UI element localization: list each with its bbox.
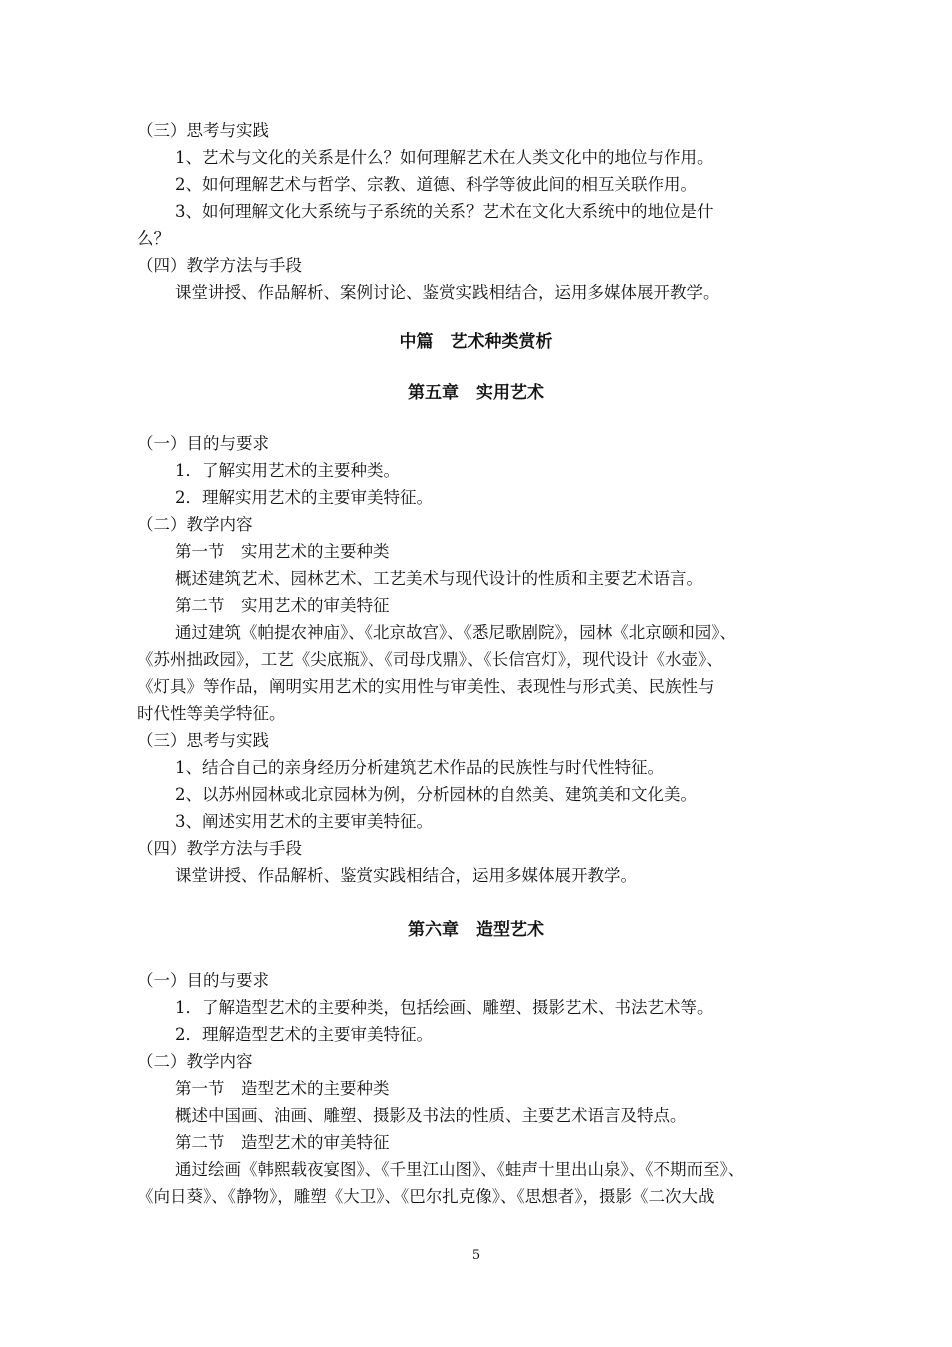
part-title: 中篇 艺术种类赏析 (399, 332, 553, 352)
paragraph: 概述中国画、油画、雕塑、摄影及书法的性质、主要艺术语言及特点。 (175, 1106, 687, 1125)
paragraph: 《灯具》等作品，阐明实用艺术的实用性与审美性、表现性与形式美、民族性与 (137, 677, 715, 696)
goal-item: 2．理解造型艺术的主要审美特征。 (175, 1025, 433, 1044)
question-item: 2、以苏州园林或北京园林为例，分析园林的自然美、建筑美和文化美。 (175, 785, 697, 804)
section-heading: （三）思考与实践 (137, 731, 269, 750)
paragraph: 《苏州拙政园》，工艺《尖底瓶》、《司母戊鼎》、《长信宫灯》，现代设计《水壶》、 (137, 650, 723, 669)
question-item: 3、如何理解文化大系统与子系统的关系？艺术在文化大系统中的地位是什 (175, 202, 714, 221)
section-heading: （一）目的与要求 (137, 434, 269, 453)
paragraph: 课堂讲授、作品解析、鉴赏实践相结合，运用多媒体展开教学。 (175, 866, 637, 885)
paragraph: 概述建筑艺术、园林艺术、工艺美术与现代设计的性质和主要艺术语言。 (175, 569, 703, 588)
subsection-title: 第二节 实用艺术的审美特征 (175, 596, 390, 615)
paragraph: 通过建筑《帕提农神庙》、《北京故宫》、《悉尼歌剧院》，园林《北京颐和园》、 (175, 623, 736, 642)
question-item: 1、结合自己的亲身经历分析建筑艺术作品的民族性与时代性特征。 (175, 758, 664, 777)
goal-item: 1．了解造型艺术的主要种类，包括绘画、雕塑、摄影艺术、书法艺术等。 (175, 998, 714, 1017)
section-heading: （四）教学方法与手段 (137, 839, 302, 858)
question-item: 3、阐述实用艺术的主要审美特征。 (175, 812, 433, 831)
paragraph: 课堂讲授、作品解析、案例讨论、鉴赏实践相结合，运用多媒体展开教学。 (175, 283, 720, 302)
section-heading: （二）教学内容 (137, 515, 253, 534)
subsection-title: 第一节 实用艺术的主要种类 (175, 542, 390, 561)
question-item-continued: 么？ (137, 229, 170, 248)
page-number: 5 (471, 1248, 481, 1263)
chapter-title: 第五章 实用艺术 (408, 383, 544, 403)
section-heading: （四）教学方法与手段 (137, 256, 302, 275)
question-item: 1、艺术与文化的关系是什么？如何理解艺术在人类文化中的地位与作用。 (175, 148, 714, 167)
question-item: 2、如何理解艺术与哲学、宗教、道德、科学等彼此间的相互关联作用。 (175, 175, 697, 194)
chapter-title: 第六章 造型艺术 (408, 920, 544, 940)
paragraph: 通过绘画《韩熙载夜宴图》、《千里江山图》、《蛙声十里出山泉》、《不期而至》、 (175, 1160, 745, 1179)
subsection-title: 第一节 造型艺术的主要种类 (175, 1079, 390, 1098)
paragraph: 《向日葵》、《静物》，雕塑《大卫》、《巴尔扎克像》、《思想者》，摄影《二次大战 (137, 1187, 715, 1206)
section-heading: （三）思考与实践 (137, 121, 269, 140)
paragraph: 时代性等美学特征。 (137, 704, 286, 723)
goal-item: 2．理解实用艺术的主要审美特征。 (175, 488, 433, 507)
section-heading: （二）教学内容 (137, 1052, 253, 1071)
subsection-title: 第二节 造型艺术的审美特征 (175, 1133, 390, 1152)
goal-item: 1．了解实用艺术的主要种类。 (175, 461, 400, 480)
section-heading: （一）目的与要求 (137, 971, 269, 990)
